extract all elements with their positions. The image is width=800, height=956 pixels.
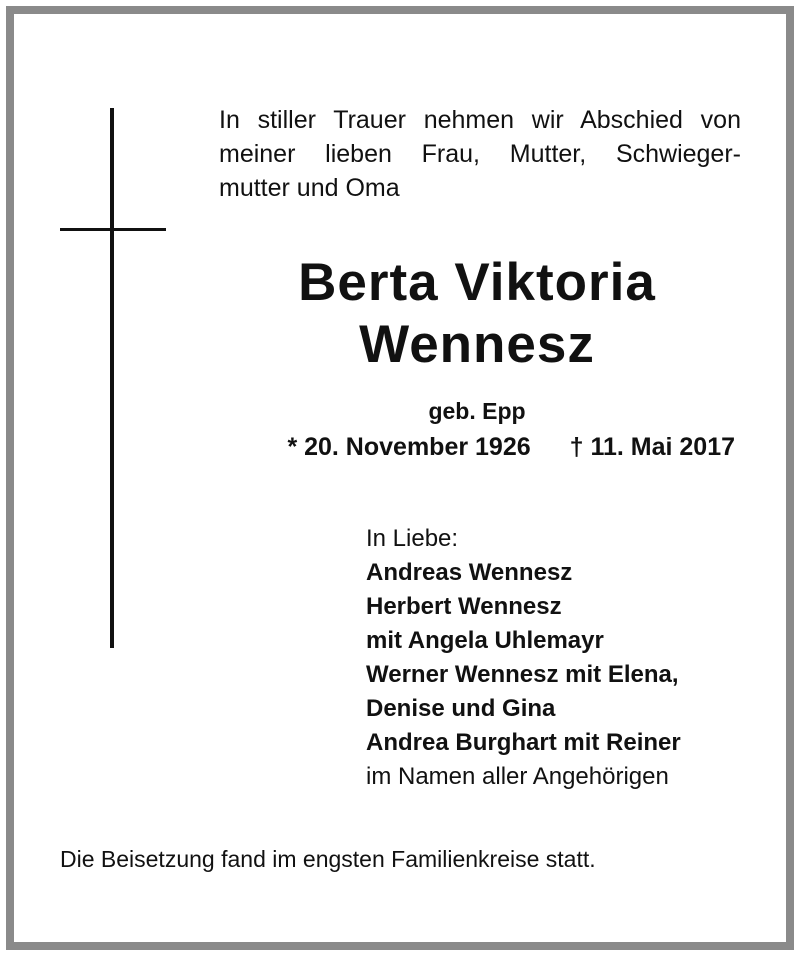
birth-date: * 20. November 1926 (287, 433, 531, 461)
family-member: mit Angela Uhlemayr (366, 627, 604, 654)
death-date: † 11. Mai 2017 (569, 433, 735, 461)
family-heading: In Liebe: (366, 525, 459, 552)
family-member: Herbert Wennesz (366, 593, 562, 620)
cross-icon-bar (60, 228, 166, 231)
deceased-name (219, 252, 735, 376)
intro-line: mutter und Oma (219, 174, 400, 202)
family-member: Andreas Wennesz (366, 559, 573, 586)
family-closing: im Namen aller Angehörigen (366, 763, 669, 790)
family-member: Denise und Gina (366, 695, 556, 722)
life-dates (219, 433, 735, 462)
family-member: Werner Wennesz mit Elena, (366, 661, 679, 688)
family-list (366, 522, 766, 794)
funeral-note: Die Beisetzung fand im engsten Familienkreise statt. (60, 846, 596, 872)
cross-icon (110, 108, 114, 648)
intro-line: meiner lieben Frau, Mutter, Schwieger- (219, 140, 741, 168)
deceased-name-line: Berta Viktoria (298, 253, 656, 312)
family-member: Andrea Burghart mit Reiner (366, 729, 681, 756)
maiden-name: geb. Epp (428, 398, 526, 424)
deceased-name-line: Wennesz (359, 315, 595, 374)
intro-text (219, 103, 741, 205)
intro-line: In stiller Trauer nehmen wir Abschied von (219, 106, 741, 134)
